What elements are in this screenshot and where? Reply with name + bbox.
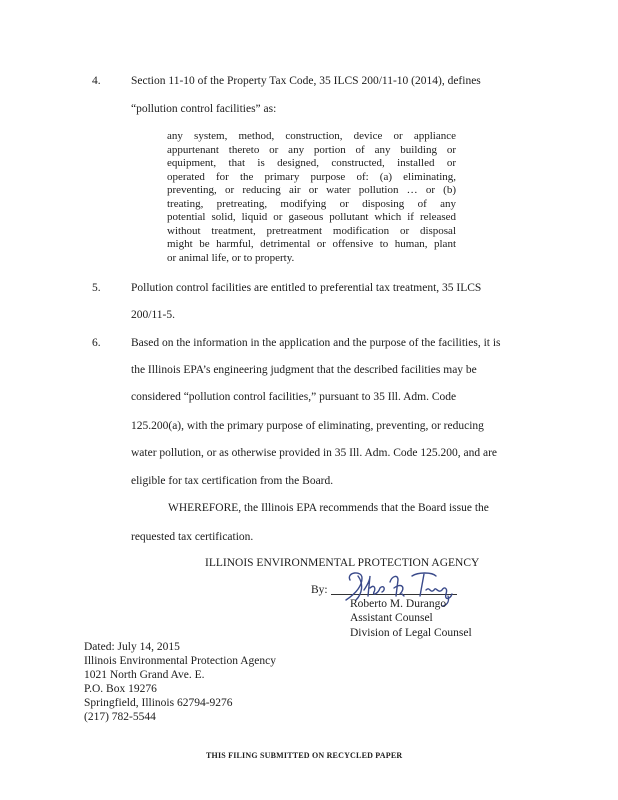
recycled-paper-footer: THIS FILING SUBMITTED ON RECYCLED PAPER [206, 751, 403, 760]
wherefore-line1: WHEREFORE, the Illinois EPA recommends that the Board issue the [168, 502, 489, 514]
signer-division: Division of Legal Counsel [350, 627, 472, 639]
para5-number: 5. [92, 282, 101, 294]
statute-quote [167, 130, 456, 265]
phone-line: (217) 782-5544 [84, 711, 156, 723]
para4-line2: “pollution control facilities” as: [131, 103, 277, 115]
para6-line: considered “pollution control facilities,” pursuant to 35 Ill. Adm. Code [131, 391, 457, 403]
para5-line2: 200/11-5. [131, 309, 175, 321]
city-line: Springfield, Illinois 62794-9276 [84, 697, 233, 709]
quote-line: treating, pretreating, modifying or disposing of any [167, 197, 456, 210]
quote-line: might be harmful, detrimental or offensive to human, plant [167, 238, 456, 250]
wherefore-line2: requested tax certification. [131, 531, 254, 543]
agency-name: ILLINOIS ENVIRONMENTAL PROTECTION AGENCY [205, 557, 480, 569]
quote-line: or animal life, or to property. [167, 251, 295, 264]
para6-line: water pollution, or as otherwise provided in 35 Ill. Adm. Code 125.200, and are [131, 447, 498, 459]
para4-line1: Section 11-10 of the Property Tax Code, 35 ILCS 200/11-10 (2014), defines [131, 75, 481, 87]
dated-line: Dated: July 14, 2015 [84, 641, 180, 653]
para6-line: the Illinois EPA’s engineering judgment that the described facilities may be [131, 364, 477, 376]
signer-title: Assistant Counsel [350, 612, 433, 624]
quote-line: preventing, or reducing air or water pollution … or (b) [167, 184, 456, 196]
quote-line: without treatment, pretreatment modification or disposal [167, 224, 456, 237]
quote-line: potential solid, liquid or gaseous pollutant which if released [167, 211, 456, 223]
para6-number: 6. [92, 337, 101, 349]
quote-line: any system, method, construction, device or appliance [167, 130, 456, 142]
by-label: By: [311, 584, 328, 596]
quote-line: operated for the primary purpose of: (a) eliminating, [167, 170, 456, 183]
para6-line: eligible for tax certification from the Board. [131, 475, 334, 487]
quote-line: appurtenant thereto or any portion of any building or [167, 143, 456, 156]
para6-line: 125.200(a), with the primary purpose of eliminating, preventing, or reducing [131, 420, 484, 432]
pobox-line: P.O. Box 19276 [84, 683, 157, 695]
para4-number: 4. [92, 75, 101, 87]
signer-name: Roberto M. Durango [350, 598, 447, 610]
street-line: 1021 North Grand Ave. E. [84, 669, 205, 681]
quote-line: equipment, that is designed, constructed, installed or [167, 157, 456, 169]
para6-line: Based on the information in the application and the purpose of the facilities, it is [131, 337, 501, 349]
para5-line1: Pollution control facilities are entitled to preferential tax treatment, 35 ILCS [131, 282, 482, 294]
org-line: Illinois Environmental Protection Agency [84, 655, 276, 667]
